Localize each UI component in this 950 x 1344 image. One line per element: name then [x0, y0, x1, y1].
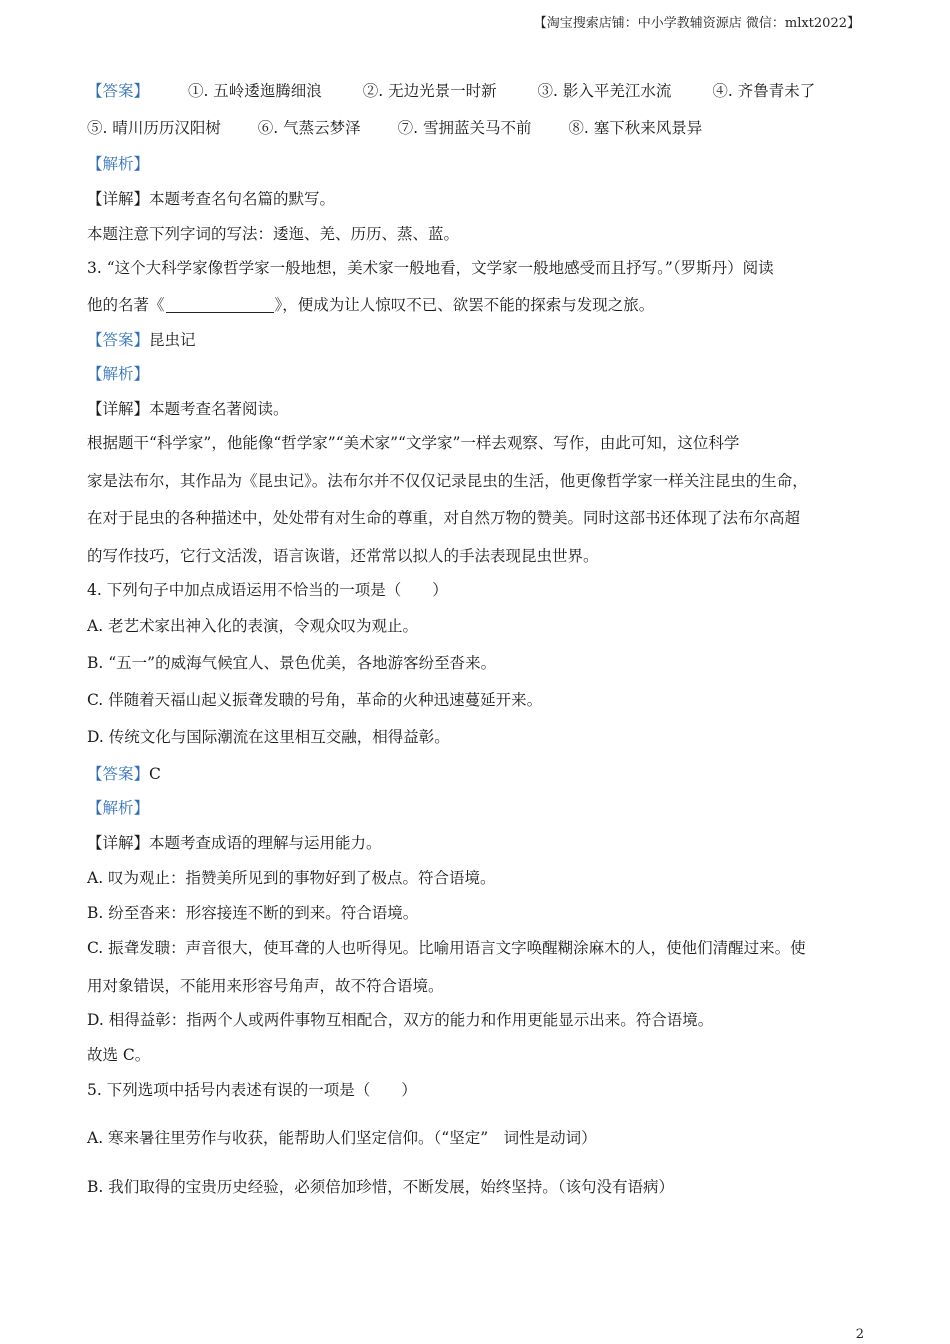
answer-item-3: ③. 影入平羌江水流: [537, 82, 672, 100]
analysis-tag: 【解析】: [87, 155, 150, 173]
q3-para-2: 家是法布尔，其作品为《昆虫记》。法布尔并不仅仅记录昆虫的生活，他更像哲学家一样关注昆虫的生命，: [87, 472, 808, 490]
q5-stem: 5. 下列选项中括号内表述有误的一项是（ ）: [87, 1081, 417, 1099]
q3-answer: [87, 329, 196, 351]
q3-detail: [87, 398, 289, 420]
q3-para-4: 的写作技巧，它行文活泼，语言诙谐，还常常以拟人的手法表现昆虫世界。: [87, 547, 599, 565]
q4-explain-d: D. 相得益彰：指两个人或两件事物互相配合，双方的能力和作用更能显示出来。符合语境。: [87, 1011, 714, 1029]
q3-stem-line1: 3. “这个大科学家像哲学家一般地想，美术家一般地看，文学家一般地感受而且抒写。”（罗斯丹）阅读: [87, 259, 774, 277]
q4-option-a: A. 老艺术家出神入化的表演，令观众叹为观止。: [87, 617, 419, 635]
answer-tag: 【答案】: [87, 765, 150, 783]
q4-option-c: C. 伴随着天福山起义振聋发聩的号角，革命的火种迅速蔓延开来。: [87, 691, 543, 709]
fill-blank: [166, 296, 274, 313]
q4-explain-a: A. 叹为观止：指赞美所见到的事物好到了极点。符合语境。: [87, 869, 496, 887]
detail-text: 本题考查成语的理解与运用能力。: [149, 834, 382, 852]
answer-text: C: [149, 765, 161, 783]
answer-item-5: ⑤. 晴川历历汉阳树: [87, 119, 221, 137]
detail-tag: 【详解】: [87, 834, 150, 852]
answer-item-2: ②. 无边光景一时新: [362, 82, 497, 100]
detail-tag: 【详解】: [87, 400, 150, 418]
page-number: 2: [855, 1327, 864, 1342]
detail-text: 本题考查名著阅读。: [149, 400, 289, 418]
q4-option-d: D. 传统文化与国际潮流在这里相互交融，相得益彰。: [87, 728, 450, 746]
q4-answer: [87, 763, 161, 785]
answer-item-4: ④. 齐鲁青未了: [712, 82, 816, 100]
answer-item-7: ⑦. 雪拥蓝关马不前: [397, 119, 532, 137]
analysis-tag: 【解析】: [87, 799, 150, 817]
detail-text: 本题考查名句名篇的默写。: [149, 190, 336, 208]
q2-answer-line1: [87, 80, 815, 102]
q4-stem: 4. 下列句子中加点成语运用不恰当的一项是（ ）: [87, 581, 448, 599]
q4-option-b: B. “五一”的威海气候宜人、景色优美，各地游客纷至沓来。: [87, 654, 497, 672]
q4-explain-c2: 用对象错误，不能用来形容号角声，故不符合语境。: [87, 977, 444, 995]
q4-explain-c1: C. 振聋发聩：声音很大，使耳聋的人也听得见。比喻用语言文字唤醒糊涂麻木的人，使他们清醒过来。使: [87, 939, 806, 957]
answer-item-6: ⑥. 气蒸云梦泽: [257, 119, 361, 137]
q3-para-3: 在对于昆虫的各种描述中，处处带有对生命的尊重，对自然万物的赞美。同时这部书还体现了法布尔高超: [87, 509, 801, 527]
q4-detail: [87, 832, 382, 854]
q4-conclusion: 故选 C。: [87, 1046, 151, 1064]
q2-note: 本题注意下列字词的写法：逶迤、羌、历历、蒸、蓝。: [87, 225, 460, 243]
answer-tag: 【答案】: [87, 82, 150, 100]
q2-answer-line2: [87, 117, 702, 139]
answer-item-8: ⑧. 塞下秋来风景异: [568, 119, 703, 137]
q3-stem-post: 》，便成为让人惊叹不已、欲罢不能的探索与发现之旅。: [274, 296, 655, 314]
q2-detail: [87, 188, 335, 210]
answer-item-1: ①. 五岭逶迤腾细浪: [187, 82, 322, 100]
analysis-tag: 【解析】: [87, 365, 150, 383]
q3-stem-pre: 他的名著《: [87, 296, 165, 314]
q5-option-a: A. 寒来暑往里劳作与收获，能帮助人们坚定信仰。（“坚定” 词性是动词）: [87, 1129, 597, 1147]
q4-explain-b: B. 纷至沓来：形容接连不断的到来。符合语境。: [87, 904, 419, 922]
q5-option-b: B. 我们取得的宝贵历史经验，必须倍加珍惜，不断发展，始终坚持。（该句没有语病）: [87, 1178, 674, 1196]
answer-tag: 【答案】: [87, 331, 150, 349]
page-header: 【淘宝搜索店铺：中小学教辅资源店 微信：mlxt2022】: [533, 16, 860, 31]
detail-tag: 【详解】: [87, 190, 150, 208]
answer-text: 昆虫记: [149, 331, 196, 349]
q3-stem-line2: [87, 294, 654, 316]
q3-para-1: 根据题干“科学家”，他能像“哲学家”“美术家”“文学家”一样去观察、写作，由此可知，这位科学: [87, 434, 740, 452]
